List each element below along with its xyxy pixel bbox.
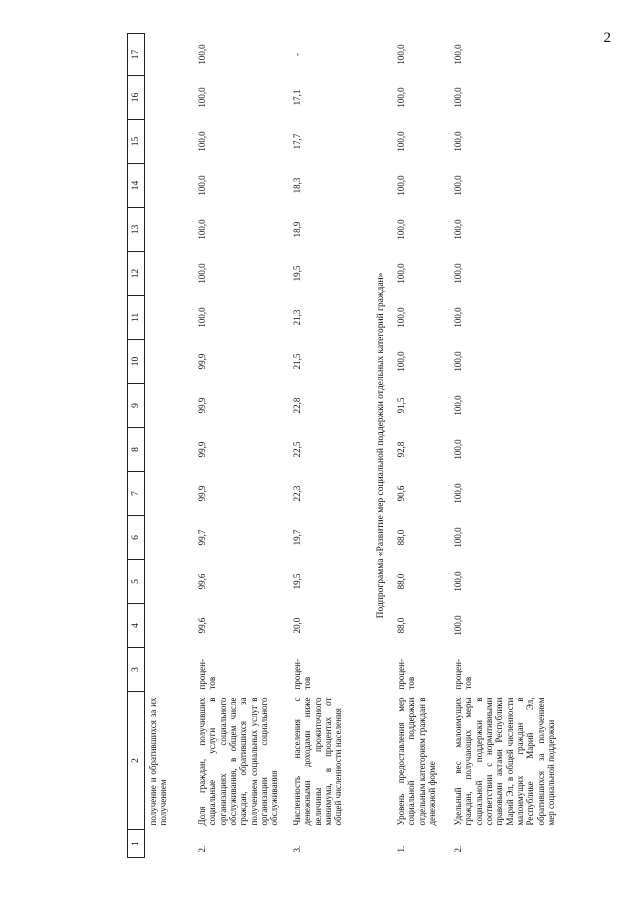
column-header: 8 <box>128 428 145 472</box>
row-number: 2. <box>452 845 463 853</box>
unit-cell: процен-тов <box>292 659 313 690</box>
value-cell: 100,0 <box>395 87 406 108</box>
value-cell: 100,0 <box>197 219 207 240</box>
value-cell: 21,5 <box>292 353 302 370</box>
column-header: 2 <box>128 692 145 830</box>
value-cell: 100,0 <box>395 44 406 65</box>
value-cell: 92,8 <box>395 441 406 458</box>
column-header: 12 <box>128 252 145 296</box>
value-cell: - <box>292 53 302 56</box>
table-row <box>393 34 450 858</box>
value-cell: 21,3 <box>292 309 302 326</box>
unit-cell: процен-тов <box>395 659 417 690</box>
value-cell: 100,0 <box>452 87 463 108</box>
value-cell: 100,0 <box>395 131 406 152</box>
column-header: 15 <box>128 120 145 164</box>
column-header: 3 <box>128 648 145 692</box>
value-cell: 100,0 <box>395 219 406 240</box>
value-cell: 100,0 <box>452 571 463 592</box>
value-cell: 100,0 <box>197 263 207 284</box>
unit-cell: процен-тов <box>452 659 474 690</box>
subprogram-title: Подпрограмма «Развитие мер социальной поддержки отдельных категорий граждан» <box>376 272 386 619</box>
column-header: 11 <box>128 296 145 340</box>
continuation-text: получение и обратившихся за их получением <box>148 697 169 826</box>
value-cell: 19,5 <box>292 573 302 590</box>
value-cell: 17,1 <box>292 89 302 106</box>
value-cell: 100,0 <box>452 483 463 504</box>
column-header: 13 <box>128 208 145 252</box>
column-header: 6 <box>128 516 145 560</box>
value-cell: 100,0 <box>197 131 207 152</box>
column-header: 7 <box>128 472 145 516</box>
table-row <box>450 34 563 858</box>
value-cell: 100,0 <box>452 527 463 548</box>
value-cell: 99,6 <box>197 617 207 634</box>
value-cell: 100,0 <box>452 439 463 460</box>
value-cell: 100,0 <box>197 44 207 65</box>
value-cell: 91,5 <box>395 397 406 414</box>
subprogram-row <box>370 34 393 858</box>
value-cell: 100,0 <box>452 395 463 416</box>
column-header: 1 <box>128 830 145 858</box>
value-cell: 20,0 <box>292 617 302 634</box>
value-cell: 18,3 <box>292 177 302 194</box>
value-cell: 100,0 <box>452 307 463 328</box>
table-row <box>145 34 195 858</box>
value-cell: 100,0 <box>452 175 463 196</box>
column-header: 10 <box>128 340 145 384</box>
value-cell: 22,8 <box>292 397 302 414</box>
value-cell: 99,7 <box>197 529 207 546</box>
value-cell: 22,5 <box>292 441 302 458</box>
column-header: 4 <box>128 604 145 648</box>
column-header: 9 <box>128 384 145 428</box>
header-row <box>128 34 145 858</box>
value-cell: 99,9 <box>197 441 207 458</box>
indicator-name: Удельный вес малоимущих граждан, получающих меры социальной поддержки в соответствии с нормативными правовыми актами Республики Марий Эл, в общей численности малоимущих граждан в Республике Марий Эл, обратившихся за получением мер социальной поддержки <box>452 697 557 826</box>
row-number: 3. <box>292 845 302 853</box>
value-cell: 100,0 <box>395 175 406 196</box>
page-number: 2 <box>603 30 611 46</box>
value-cell: 88,0 <box>395 617 406 634</box>
row-number: 1. <box>395 845 406 853</box>
value-cell: 100,0 <box>452 219 463 240</box>
column-header: 14 <box>128 164 145 208</box>
value-cell: 90,6 <box>395 485 406 502</box>
value-cell: 100,0 <box>452 351 463 372</box>
value-cell: 88,0 <box>395 529 406 546</box>
value-cell: 100,0 <box>395 307 406 328</box>
indicator-name: Доля граждан, получивших социальные услуги в организациях социального обслуживания, в общем числе граждан, обратившихся за получением социальных услуг в организации социального обслуживания <box>197 697 280 826</box>
indicator-name: Численность населения с денежными доходами ниже величины прожиточного минимума, в процентах от общей численности населения <box>292 697 344 826</box>
value-cell: 100,0 <box>452 44 463 65</box>
value-cell: 100,0 <box>395 263 406 284</box>
column-header: 16 <box>128 76 145 120</box>
value-cell: 19,7 <box>292 529 302 546</box>
value-cell: 99,9 <box>197 397 207 414</box>
value-cell: 100,0 <box>395 351 406 372</box>
table-row <box>194 34 289 858</box>
column-header: 5 <box>128 560 145 604</box>
value-cell: 100,0 <box>452 263 463 284</box>
value-cell: 18,9 <box>292 221 302 238</box>
value-cell: 100,0 <box>197 87 207 108</box>
indicator-table <box>127 33 563 858</box>
column-header: 17 <box>128 34 145 76</box>
value-cell: 100,0 <box>197 307 207 328</box>
unit-cell: процен-тов <box>197 659 218 690</box>
row-number: 2. <box>197 845 207 853</box>
table-row <box>289 34 370 858</box>
rotated-table-container <box>127 38 639 858</box>
value-cell: 22,3 <box>292 485 302 502</box>
value-cell: 17,7 <box>292 133 302 150</box>
value-cell: 99,6 <box>197 573 207 590</box>
value-cell: 100,0 <box>452 615 463 636</box>
indicator-name: Уровень предоставления мер социальной поддержки отдельным категориям граждан в денежной форме <box>395 697 437 826</box>
value-cell: 88,0 <box>395 573 406 590</box>
value-cell: 100,0 <box>197 175 207 196</box>
value-cell: 99,9 <box>197 353 207 370</box>
value-cell: 19,5 <box>292 265 302 282</box>
value-cell: 100,0 <box>452 131 463 152</box>
value-cell: 99,9 <box>197 485 207 502</box>
